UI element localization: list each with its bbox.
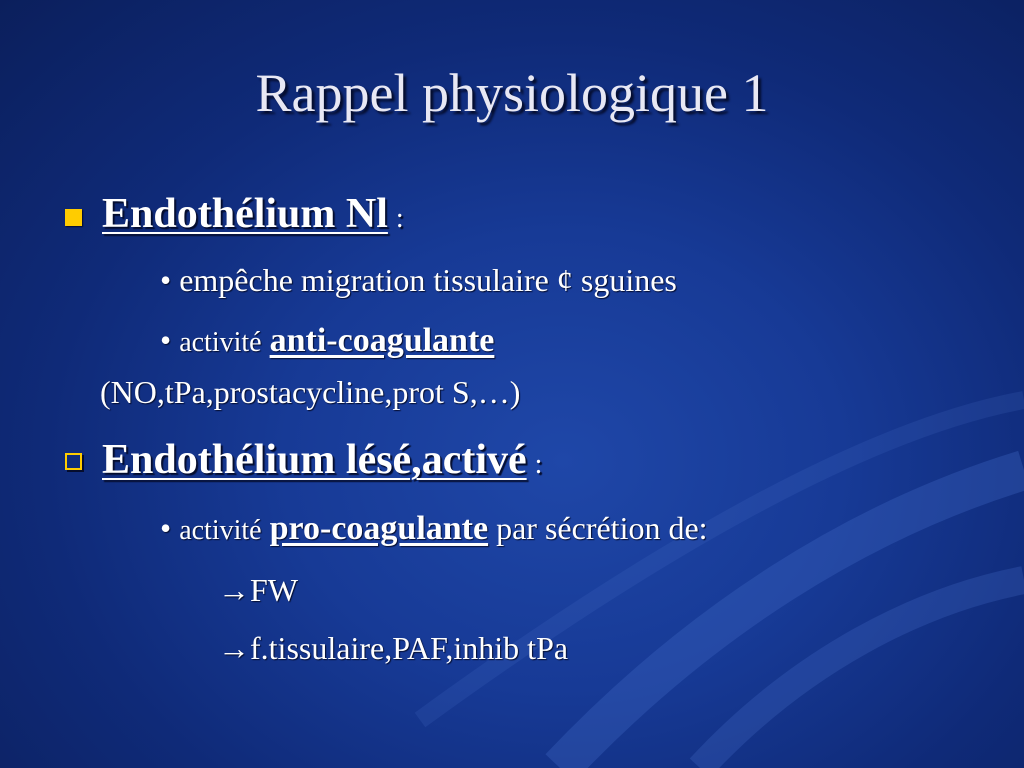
dot-bullet-icon: • [160, 510, 172, 546]
section1-item2-emphasis: anti-coagulante [269, 322, 495, 359]
square-bullet-icon [65, 209, 82, 226]
subitem-text: f.tissulaire,PAF,inhib tPa [250, 630, 569, 666]
section2-item1-suffix: par sécrétion de: [496, 510, 708, 546]
section1-item2-prefix: activité [179, 327, 262, 358]
section2-item1 [160, 510, 708, 548]
section2-colon: : [534, 449, 543, 480]
section2-heading: Endothélium lésé,activé [102, 437, 527, 483]
dot-bullet-icon: • [160, 262, 172, 298]
section1-heading: Endothélium Nl [102, 191, 388, 237]
section2-heading-row [102, 436, 542, 484]
section1-item2 [160, 322, 494, 360]
section1-item2-continuation: (NO,tPa,prostacycline,prot S,…) [100, 374, 521, 410]
right-arrow-icon: → [218, 572, 250, 608]
section2-subitem [218, 630, 568, 667]
section1-colon: : [395, 203, 404, 234]
right-arrow-icon: → [218, 630, 250, 666]
section1-heading-row [102, 190, 404, 238]
section2-subitem [218, 572, 298, 609]
dot-bullet-icon: • [160, 322, 172, 358]
section1-item1 [160, 262, 677, 299]
hollow-square-bullet-icon [65, 453, 82, 470]
subitem-text: FW [250, 572, 298, 608]
slide-title: Rappel physiologique 1 [255, 63, 769, 123]
section2-item1-emphasis: pro-coagulante [269, 510, 489, 547]
section1-item1-text: empêche migration tissulaire ¢ sguines [179, 262, 677, 298]
section2-item1-prefix: activité [179, 515, 262, 546]
